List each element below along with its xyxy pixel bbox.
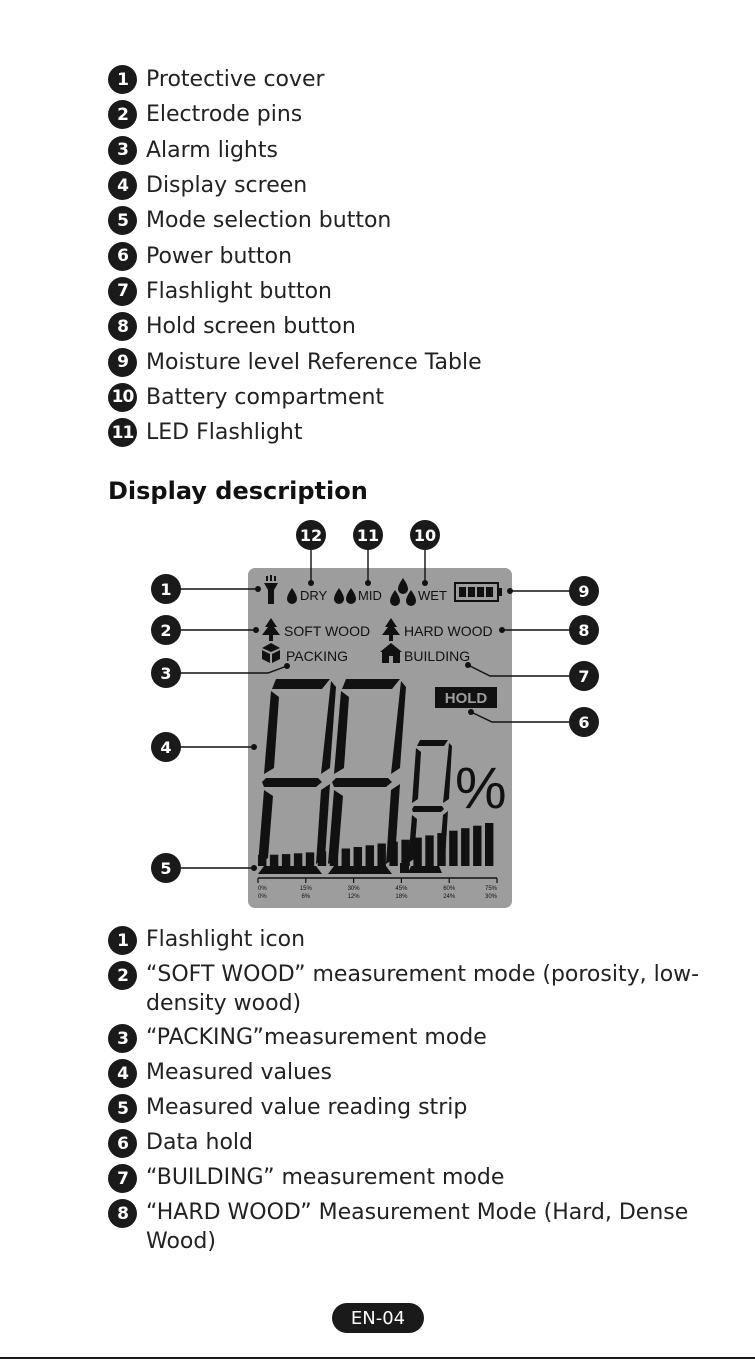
list-item — [108, 168, 482, 203]
callout-badge — [410, 520, 440, 550]
reading-bar — [473, 826, 481, 866]
list-item-label: “BUILDING” measurement mode — [146, 1165, 505, 1190]
reading-bar — [306, 852, 314, 866]
percent-sign: % — [455, 756, 507, 821]
list-item-label: “SOFT WOOD” measurement mode (porosity, low-density wood) — [146, 962, 700, 1016]
reading-bar — [366, 845, 374, 866]
svg-text:3: 3 — [160, 664, 172, 683]
soft-wood-label: SOFT WOOD — [284, 623, 371, 639]
list-item-label: Power button — [146, 243, 293, 269]
reading-bar — [270, 855, 278, 866]
number-badge: 4 — [108, 1059, 137, 1088]
list-item — [108, 1058, 728, 1088]
callout-badge — [353, 520, 383, 550]
list-item-label: “HARD WOOD” Measurement Mode (Hard, Dense Wood) — [146, 1200, 689, 1254]
list-item — [108, 380, 482, 415]
svg-text:10: 10 — [413, 526, 437, 545]
number-badge: 8 — [108, 312, 137, 341]
reading-bar — [318, 851, 326, 866]
reading-bar — [437, 833, 445, 866]
number-badge: 1 — [108, 926, 137, 955]
svg-text:8: 8 — [578, 621, 590, 640]
callout-badge — [569, 661, 599, 691]
callout-badge — [151, 574, 181, 604]
reading-bar — [330, 850, 338, 866]
scale-label: 24% — [443, 894, 456, 900]
scale-label: 12% — [347, 894, 360, 900]
display-description-list — [108, 925, 728, 1261]
list-item — [108, 1093, 728, 1123]
list-item-label: “PACKING”measurement mode — [146, 1025, 487, 1050]
reading-bar — [413, 838, 421, 866]
list-item — [108, 925, 728, 955]
parts-list — [108, 62, 482, 450]
number-badge: 4 — [108, 171, 137, 200]
list-item — [108, 238, 482, 273]
reading-bar — [342, 849, 350, 867]
number-badge: 3 — [108, 136, 137, 165]
number-badge: 1 — [108, 65, 137, 94]
number-badge: 6 — [108, 1129, 137, 1158]
list-item-label: Flashlight button — [146, 278, 332, 304]
callout-badge — [296, 520, 326, 550]
callout-badge — [569, 707, 599, 737]
list-item — [108, 309, 482, 344]
reading-bar — [258, 855, 266, 866]
svg-text:5: 5 — [160, 859, 172, 878]
svg-text:12: 12 — [299, 526, 323, 545]
svg-text:2: 2 — [160, 621, 172, 640]
page-number-badge: EN-04 — [332, 1303, 424, 1333]
number-badge: 3 — [108, 1024, 137, 1053]
callout-badge — [151, 853, 181, 883]
number-badge: 2 — [108, 961, 137, 990]
scale-label: 75% — [484, 886, 497, 892]
callout-badge — [151, 732, 181, 762]
list-item — [108, 344, 482, 379]
building-label: BUILDING — [404, 648, 471, 664]
list-item — [108, 1023, 728, 1053]
callout-badge — [151, 615, 181, 645]
svg-text:6: 6 — [578, 713, 590, 732]
scale-label: 0% — [258, 894, 267, 900]
number-badge: 9 — [108, 348, 137, 377]
number-badge: 6 — [108, 242, 137, 271]
scale-label: 30% — [347, 886, 360, 892]
wet-label: WET — [418, 588, 447, 603]
svg-text:11: 11 — [356, 526, 380, 545]
reading-bar — [485, 823, 493, 866]
list-item-label: Protective cover — [146, 67, 325, 93]
hold-label: HOLD — [444, 690, 488, 707]
scale-label: 45% — [395, 886, 408, 892]
bottom-divider — [0, 1357, 755, 1359]
callout-badge — [569, 576, 599, 606]
list-item-label: LED Flashlight — [146, 420, 303, 446]
list-item — [108, 1128, 728, 1158]
scale-label: 30% — [484, 894, 497, 900]
reading-bar — [449, 831, 457, 866]
list-item-label: Measured value reading strip — [146, 1095, 468, 1120]
scale-label: 18% — [395, 894, 408, 900]
list-item-label: Flashlight icon — [146, 927, 306, 952]
list-item — [108, 97, 482, 132]
section-title: Display description — [108, 477, 368, 505]
list-item — [108, 203, 482, 238]
list-item-label: Battery compartment — [146, 384, 385, 410]
reading-bar — [378, 844, 386, 867]
number-badge: 5 — [108, 206, 137, 235]
scale-label: 6% — [301, 894, 311, 900]
scale-label: 60% — [443, 886, 456, 892]
reading-bar — [425, 835, 433, 866]
number-badge: 8 — [108, 1199, 137, 1228]
number-badge: 11 — [108, 418, 137, 447]
list-item-label: Electrode pins — [146, 102, 303, 128]
number-badge: 10 — [108, 383, 137, 412]
dry-label: DRY — [300, 588, 328, 603]
mid-label: MID — [358, 588, 382, 603]
svg-text:1: 1 — [160, 580, 172, 599]
reading-bar — [401, 840, 409, 866]
list-item-label: Measured values — [146, 1060, 333, 1085]
packing-label: PACKING — [286, 648, 348, 664]
list-item — [108, 415, 482, 450]
reading-bar — [294, 853, 302, 866]
reading-bar — [389, 842, 397, 866]
number-badge: 5 — [108, 1094, 137, 1123]
list-item — [108, 1163, 728, 1193]
list-item-label: Display screen — [146, 173, 308, 199]
reading-bar — [461, 828, 469, 866]
list-item-label: Moisture level Reference Table — [146, 349, 482, 375]
list-item-label: Mode selection button — [146, 208, 392, 234]
reading-bar — [282, 854, 290, 866]
list-item — [108, 133, 482, 168]
hard-wood-label: HARD WOOD — [404, 623, 493, 639]
reading-bar — [354, 847, 362, 866]
callout-badge — [569, 615, 599, 645]
lcd-diagram — [0, 515, 755, 915]
svg-text:7: 7 — [578, 667, 590, 686]
scale-label: 15% — [299, 886, 312, 892]
svg-text:4: 4 — [160, 738, 172, 757]
list-item — [108, 62, 482, 97]
list-item — [108, 1198, 728, 1256]
list-item — [108, 960, 728, 1018]
callout-badge — [151, 658, 181, 688]
number-badge: 7 — [108, 1164, 137, 1193]
scale-label: 0% — [258, 886, 267, 892]
list-item-label: Alarm lights — [146, 137, 278, 163]
list-item-label: Data hold — [146, 1130, 254, 1155]
list-item — [108, 274, 482, 309]
list-item-label: Hold screen button — [146, 314, 356, 340]
number-badge: 2 — [108, 100, 137, 129]
number-badge: 7 — [108, 277, 137, 306]
svg-text:9: 9 — [578, 582, 590, 601]
